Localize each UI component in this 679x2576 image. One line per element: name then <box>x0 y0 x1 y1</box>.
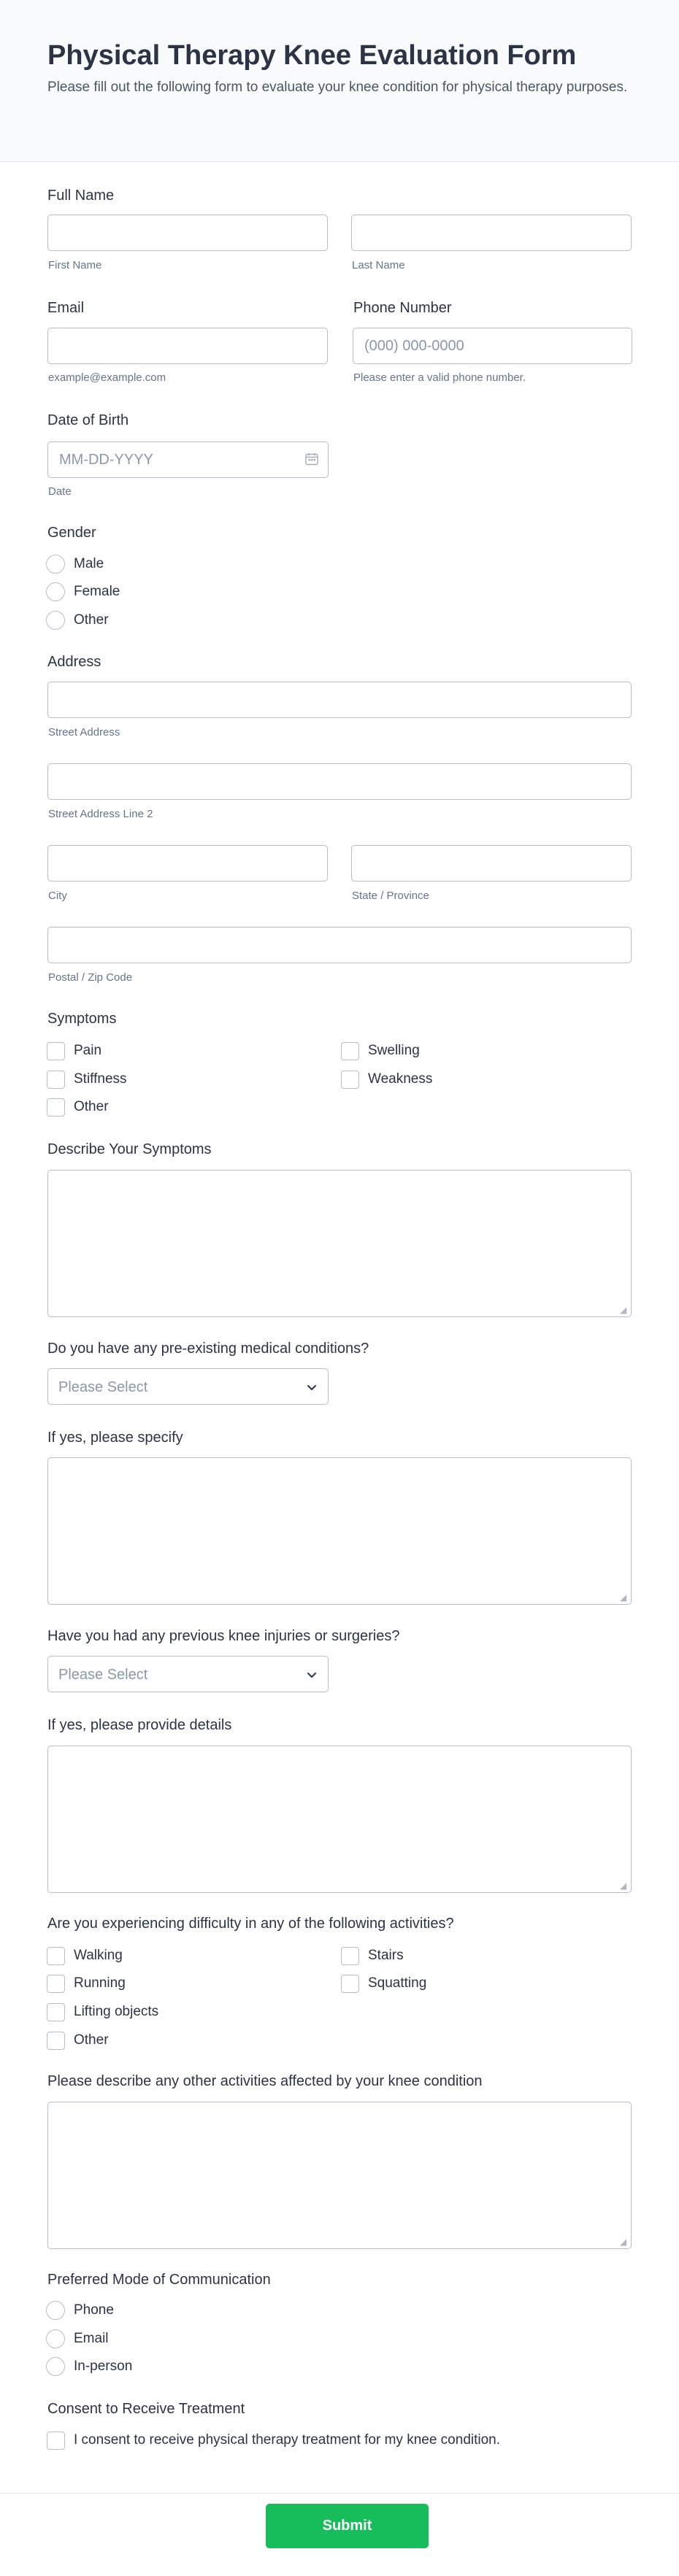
checkbox[interactable] <box>47 1975 65 1993</box>
checkbox[interactable] <box>341 1947 359 1965</box>
preexisting-conditions-selected-value: Please Select <box>58 1379 148 1395</box>
symptoms-label: Symptoms <box>47 1011 117 1027</box>
radio-button[interactable] <box>46 611 65 630</box>
last-name-input[interactable] <box>351 215 632 251</box>
describe-symptoms-label: Describe Your Symptoms <box>47 1141 212 1157</box>
radio-button[interactable] <box>46 582 65 601</box>
activity-option-label: Walking <box>74 1948 123 1963</box>
activities-label: Are you experiencing difficulty in any of the following activities? <box>47 1916 454 1932</box>
email-label: Email <box>47 300 85 316</box>
activity-option-walking[interactable] <box>47 1946 123 1966</box>
symptom-option-other[interactable] <box>47 1097 109 1117</box>
injury-details-textarea[interactable] <box>47 1746 632 1893</box>
checkbox[interactable] <box>47 1042 65 1060</box>
phone-input[interactable] <box>353 328 632 364</box>
first-name-sub-label: First Name <box>48 259 102 271</box>
injury-details-textarea-wrap <box>47 1746 632 1893</box>
checkbox[interactable] <box>341 1975 359 1993</box>
resize-grip-icon[interactable]: ◢ <box>620 1305 627 1315</box>
radio-button[interactable] <box>46 555 65 574</box>
date-picker[interactable] <box>47 441 329 478</box>
communication-option-phone[interactable] <box>46 2300 114 2321</box>
city-input[interactable] <box>47 845 328 882</box>
gender-label: Gender <box>47 525 96 541</box>
radio-button[interactable] <box>46 2329 65 2348</box>
symptom-option-pain[interactable] <box>47 1041 101 1061</box>
other-activities-textarea-wrap <box>47 2102 632 2249</box>
activity-option-label: Other <box>74 2032 109 2048</box>
gender-option-female[interactable] <box>46 582 120 602</box>
date-of-birth-label: Date of Birth <box>47 412 129 428</box>
activity-option-other[interactable] <box>47 2030 109 2051</box>
last-name-sub-label: Last Name <box>352 259 405 271</box>
communication-label: Preferred Mode of Communication <box>47 2272 271 2288</box>
address-label: Address <box>47 654 101 670</box>
street-address-input[interactable] <box>47 682 632 718</box>
communication-option-label: In-person <box>74 2359 133 2374</box>
resize-grip-icon[interactable]: ◢ <box>620 2237 627 2247</box>
communication-option-label: Email <box>74 2331 109 2346</box>
communication-option-label: Phone <box>74 2302 114 2318</box>
symptom-option-label: Other <box>74 1099 109 1114</box>
street-address-sub-label: Street Address <box>48 726 120 739</box>
activity-option-label: Stairs <box>368 1948 404 1963</box>
checkbox[interactable] <box>47 2032 65 2050</box>
phone-label: Phone Number <box>353 300 452 316</box>
symptom-option-label: Pain <box>74 1043 102 1058</box>
phone-sub-label: Please enter a valid phone number. <box>353 371 526 384</box>
state-province-input[interactable] <box>351 845 632 882</box>
chevron-down-icon[interactable] <box>306 1381 318 1393</box>
activity-option-label: Squatting <box>368 1975 427 1991</box>
email-sub-label: example@example.com <box>48 371 166 384</box>
full-name-label: Full Name <box>47 188 115 204</box>
chevron-down-icon[interactable] <box>306 1669 318 1681</box>
describe-symptoms-textarea[interactable] <box>47 1170 632 1317</box>
resize-grip-icon[interactable]: ◢ <box>620 1592 627 1603</box>
preexisting-specify-textarea-wrap <box>47 1457 632 1605</box>
street-address-line-2-sub-label: Street Address Line 2 <box>48 808 153 820</box>
form-title: Physical Therapy Knee Evaluation Form <box>47 40 577 71</box>
consent-checkbox[interactable] <box>47 2432 65 2450</box>
first-name-input[interactable] <box>47 215 328 251</box>
gender-option-label: Male <box>74 556 104 571</box>
communication-option-email[interactable] <box>46 2329 109 2349</box>
preexisting-conditions-label: Do you have any pre-existing medical conditions? <box>47 1341 369 1357</box>
state-province-sub-label: State / Province <box>352 890 429 902</box>
checkbox[interactable] <box>47 1098 65 1117</box>
activity-option-running[interactable] <box>47 1973 126 1994</box>
consent-label: Consent to Receive Treatment <box>47 2401 245 2417</box>
symptom-option-weakness[interactable] <box>341 1069 432 1090</box>
symptom-option-label: Weakness <box>368 1071 433 1087</box>
symptom-option-label: Swelling <box>368 1043 420 1058</box>
other-activities-textarea[interactable] <box>47 2102 632 2249</box>
date-of-birth-input[interactable] <box>47 441 329 478</box>
consent-option-label: I consent to receive physical therapy treatment for my knee condition. <box>74 2432 501 2448</box>
submit-button[interactable]: Submit <box>266 2504 429 2548</box>
email-input[interactable] <box>47 328 328 364</box>
activity-option-label: Lifting objects <box>74 2004 159 2019</box>
checkbox[interactable] <box>47 1071 65 1089</box>
checkbox[interactable] <box>47 1947 65 1965</box>
activity-option-stairs[interactable] <box>341 1946 404 1966</box>
consent-option[interactable] <box>47 2430 500 2450</box>
gender-option-label: Female <box>74 584 120 599</box>
form-header <box>0 0 679 162</box>
activity-option-squatting[interactable] <box>341 1973 426 1994</box>
gender-option-label: Other <box>74 612 109 628</box>
preexisting-specify-textarea[interactable] <box>47 1457 632 1605</box>
preexisting-conditions-select[interactable] <box>47 1368 329 1405</box>
gender-option-male[interactable] <box>46 554 104 574</box>
street-address-line-2-input[interactable] <box>47 763 632 800</box>
form-subtitle: Please fill out the following form to evaluate your knee condition for physical therapy purposes. <box>47 80 628 95</box>
city-sub-label: City <box>48 890 67 902</box>
other-activities-label: Please describe any other activities affected by your knee condition <box>47 2073 483 2089</box>
symptom-option-label: Stiffness <box>74 1071 127 1087</box>
calendar-icon[interactable] <box>305 452 318 466</box>
radio-button[interactable] <box>46 2357 65 2376</box>
checkbox[interactable] <box>341 1042 359 1060</box>
gender-option-other[interactable] <box>46 610 109 630</box>
describe-symptoms-textarea-wrap <box>47 1170 632 1317</box>
previous-injuries-selected-value: Please Select <box>58 1667 148 1683</box>
activity-option-lifting-objects[interactable] <box>47 2002 158 2022</box>
communication-option-in-person[interactable] <box>46 2356 132 2377</box>
footer-divider <box>0 2493 679 2494</box>
radio-button[interactable] <box>46 2301 65 2320</box>
symptom-option-swelling[interactable] <box>341 1041 420 1061</box>
previous-injuries-label: Have you had any previous knee injuries or surgeries? <box>47 1628 400 1644</box>
postal-code-sub-label: Postal / Zip Code <box>48 971 133 984</box>
resize-grip-icon[interactable]: ◢ <box>620 1881 627 1891</box>
date-sub-label: Date <box>48 485 72 498</box>
postal-code-input[interactable] <box>47 927 632 963</box>
preexisting-specify-label: If yes, please specify <box>47 1430 183 1446</box>
checkbox[interactable] <box>341 1071 359 1089</box>
previous-injuries-select[interactable] <box>47 1656 329 1692</box>
activity-option-label: Running <box>74 1975 126 1991</box>
injury-details-label: If yes, please provide details <box>47 1717 232 1733</box>
symptom-option-stiffness[interactable] <box>47 1069 127 1090</box>
checkbox[interactable] <box>47 2003 65 2021</box>
